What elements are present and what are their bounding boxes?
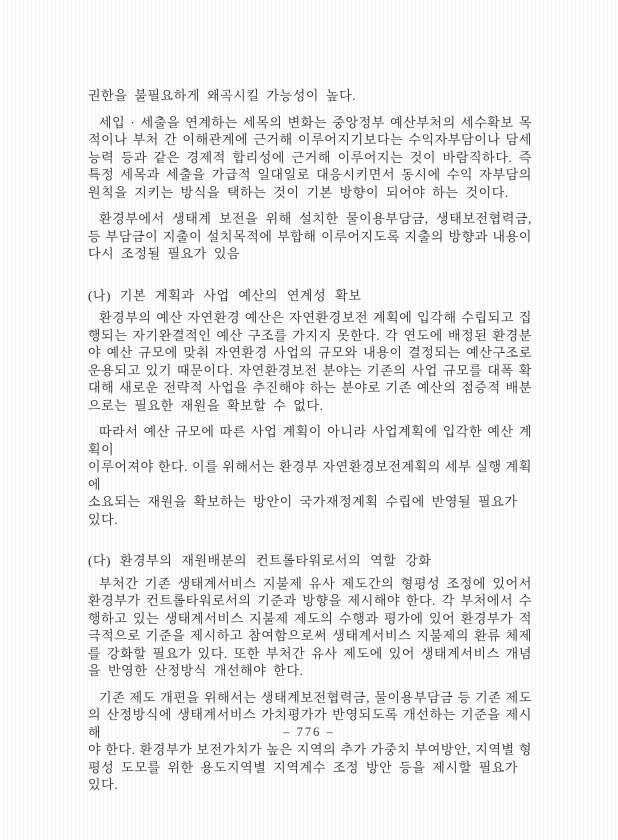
text-line: 을 반영한 산정방식 개선해야 한다. <box>88 663 304 678</box>
text-line: 야 예산 규모에 맞춰 자연환경 사업의 규모와 내용이 결정되는 예산구조로 <box>88 345 532 360</box>
text-line: 부처간 기존 생태계서비스 지불제 유사 제도간의 형평성 조정에 있어서 <box>99 575 532 591</box>
text-line: 등 부담금이 지출이 설치목적에 부합해 이루어지도록 지출의 방향과 내용이 <box>88 228 532 244</box>
paragraph <box>88 689 532 794</box>
text-line: 따라서 예산 규모에 따른 사업 계획이 아니라 사업계획에 입각한 예산 계획이 <box>88 424 532 457</box>
paragraph <box>88 423 532 528</box>
text-line: 의 산정방식에 생태계서비스 가치평가가 반영되도록 개선하는 기준을 제시해 <box>88 707 532 740</box>
text-line: 기존 제도 개편을 위해서는 생태계보전협력금, 물이용부담금 등 기존 제도 <box>99 689 532 705</box>
paragraph <box>88 575 532 680</box>
text-line: 극적으로 기준을 제시하고 참여함으로써 생태계서비스 지불제의 환류 체제 <box>88 628 532 643</box>
text-line: 평성 도모를 위한 용도지역별 지역계수 조정 방안 등을 제시할 필요가 있다. <box>88 759 519 792</box>
page-number: – 776 – <box>283 725 335 739</box>
text-line: 환경부의 예산 자연환경 예산은 자연환경보전 계획에 입각해 수립되고 집 <box>99 310 532 325</box>
text-line: 를 강화할 필요가 있다. 또한 부처간 유사 제도에 있어 생태계서비스 개념 <box>88 645 532 661</box>
text-line: 적이나 부처 간 이해관계에 근거해 이루어지기보다는 수익자부담이나 담세 <box>88 132 532 147</box>
text-line: 대해 새로운 전략적 사업을 추진해야 하는 분야로 기존 예산의 점증적 배분 <box>88 380 532 395</box>
text-line: 권한을 불필요하게 왜곡시킬 가능성이 높다. <box>88 88 357 103</box>
text-line: 으로는 필요한 재원을 확보할 수 없다. <box>88 397 324 413</box>
text-line: 능력 등과 같은 경제적 합리성에 근거해 이루어지는 것이 바람직하다. 즉 <box>88 149 532 165</box>
text-line: 환경부가 컨트롤타워로서의 기준과 방향을 제시해야 한다. 각 부처에서 수 <box>88 593 532 608</box>
paragraph <box>88 210 532 263</box>
text-line: 환경부에서 생태계 보전을 위해 설치한 물이용부담금, 생태보전협력금, <box>99 211 532 226</box>
paragraph <box>88 309 532 414</box>
text-line: 행하고 있는 생태계서비스 지불제 제도의 수행과 평가에 있어 환경부가 적 <box>88 610 532 626</box>
section-heading-na: (나) 기본 계획과 사업 예산의 연계성 확보 <box>88 287 362 303</box>
text-line: 운용되고 있기 때문이다. 자연환경보전 분야는 기존의 사업 규모를 대폭 확 <box>88 362 532 378</box>
text-line: 행되는 자기완결적인 예산 구조를 가지지 못한다. 각 연도에 배정된 환경분 <box>88 327 532 343</box>
text-line: 이루어져야 한다. 이를 위해서는 환경부 자연환경보전계획의 세부 실행 계획에 <box>88 459 532 492</box>
document-body <box>88 87 532 803</box>
text-line: 세입 · 세출을 연계하는 세목의 변화는 중앙정부 예산부처의 세수확보 목 <box>99 114 532 130</box>
paragraph <box>88 114 532 202</box>
section-heading-da: (다) 환경부의 재원배분의 컨트롤타워로서의 역할 강화 <box>88 553 432 568</box>
paragraph <box>88 87 532 105</box>
text-line: 소요되는 재원을 확보하는 방안이 국가재정계획 수립에 반영될 필요가 있다. <box>88 494 518 527</box>
text-line: 다시 조정될 필요가 있음 <box>88 246 241 261</box>
text-line: 야 한다. 환경부가 보전가치가 높은 지역의 추가 가중치 부여방안, 지역별 형 <box>88 742 532 757</box>
text-line: 특정 세목과 세출을 가급적 일대일로 대응시키면서 동시에 수익 자부담의 <box>88 167 532 182</box>
text-line: 원칙을 지키는 방식을 택하는 것이 기본 방향이 되어야 하는 것이다. <box>88 184 509 200</box>
